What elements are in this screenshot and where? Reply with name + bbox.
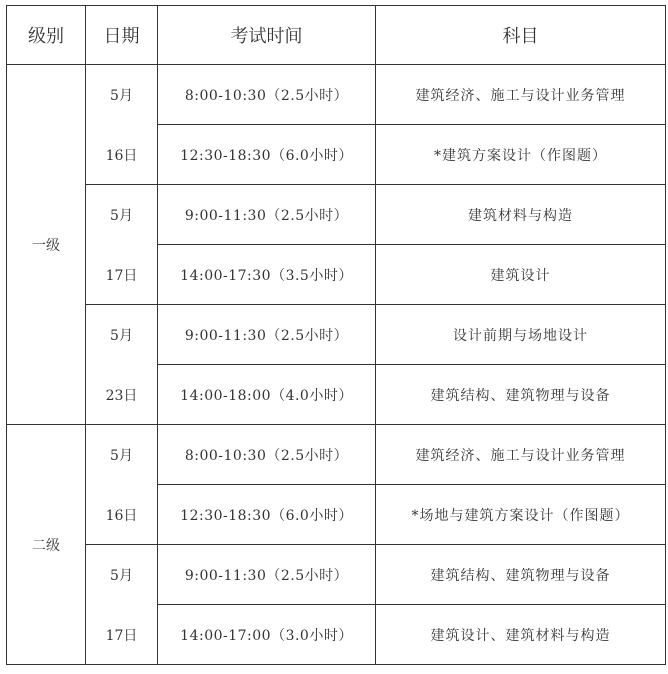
time-cell	[158, 245, 376, 305]
exam-subject: 建筑结构、建筑物理与设备	[430, 567, 611, 584]
subject-cell	[376, 125, 666, 185]
table-row	[7, 305, 666, 365]
exam-subject: 设计前期与场地设计	[453, 327, 588, 344]
header-date: 日期	[86, 6, 158, 65]
exam-subject: 建筑经济、施工与设计业务管理	[415, 447, 626, 464]
date-month: 5月	[110, 87, 133, 104]
level-label: 二级	[32, 537, 60, 554]
table-row	[7, 425, 666, 485]
time-cell	[158, 365, 376, 425]
exam-subject: *建筑方案设计（作图题）	[434, 147, 607, 164]
table-row	[7, 65, 666, 125]
date-month: 5月	[110, 327, 133, 344]
time-cell	[158, 605, 376, 665]
exam-time: 14:00-17:00（3.0小时）	[180, 627, 353, 644]
time-cell	[158, 305, 376, 365]
exam-subject: 建筑结构、建筑物理与设备	[430, 387, 611, 404]
level-cell	[7, 425, 86, 665]
subject-cell	[376, 185, 666, 245]
date-day: 16日	[105, 147, 138, 164]
exam-time: 9:00-11:30（2.5小时）	[184, 327, 349, 344]
time-cell	[158, 65, 376, 125]
header-subject: 科目	[376, 6, 666, 65]
exam-schedule	[6, 5, 666, 665]
time-cell	[158, 125, 376, 185]
table-row	[7, 185, 666, 245]
level-label: 一级	[32, 237, 60, 254]
time-cell	[158, 425, 376, 485]
exam-time: 9:00-11:30（2.5小时）	[184, 207, 349, 224]
exam-time: 9:00-11:30（2.5小时）	[184, 567, 349, 584]
exam-schedule-table	[6, 5, 666, 665]
level-cell	[7, 65, 86, 425]
date-cell	[86, 185, 158, 305]
time-cell	[158, 485, 376, 545]
header-level: 级别	[7, 6, 86, 65]
date-cell	[86, 425, 158, 545]
subject-cell	[376, 485, 666, 545]
subject-cell	[376, 365, 666, 425]
table-row	[7, 545, 666, 605]
exam-subject: 建筑设计、建筑材料与构造	[430, 627, 611, 644]
date-day: 17日	[105, 267, 138, 284]
header-time: 考试时间	[158, 6, 376, 65]
exam-time: 14:00-18:00（4.0小时）	[180, 387, 353, 404]
exam-time: 14:00-17:30（3.5小时）	[180, 267, 353, 284]
date-month: 5月	[110, 447, 133, 464]
subject-cell	[376, 305, 666, 365]
date-day: 16日	[105, 507, 138, 524]
date-day: 23日	[105, 387, 138, 404]
exam-time: 8:00-10:30（2.5小时）	[184, 87, 349, 104]
header-row	[7, 6, 666, 65]
date-cell	[86, 545, 158, 665]
exam-subject: 建筑设计	[490, 267, 551, 284]
date-cell	[86, 305, 158, 425]
date-month: 5月	[110, 207, 133, 224]
exam-time: 12:30-18:30（6.0小时）	[180, 147, 353, 164]
subject-cell	[376, 65, 666, 125]
exam-time: 8:00-10:30（2.5小时）	[184, 447, 349, 464]
exam-time: 12:30-18:30（6.0小时）	[180, 507, 353, 524]
exam-subject: *场地与建筑方案设计（作图题）	[411, 507, 630, 524]
time-cell	[158, 185, 376, 245]
date-day: 17日	[105, 627, 138, 644]
subject-cell	[376, 425, 666, 485]
time-cell	[158, 545, 376, 605]
subject-cell	[376, 245, 666, 305]
subject-cell	[376, 605, 666, 665]
subject-cell	[376, 545, 666, 605]
exam-subject: 建筑经济、施工与设计业务管理	[415, 87, 626, 104]
date-cell	[86, 65, 158, 185]
exam-subject: 建筑材料与构造	[468, 207, 573, 224]
date-month: 5月	[110, 567, 133, 584]
